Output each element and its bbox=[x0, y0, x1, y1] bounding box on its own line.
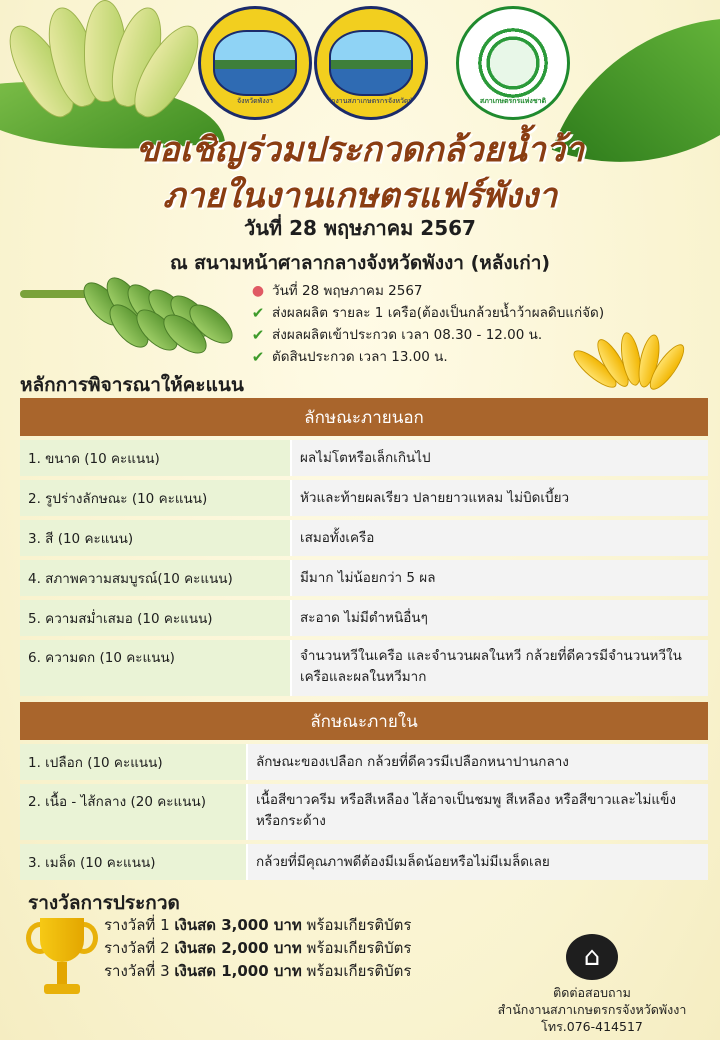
detail-cell: เนื้อสีขาวครีม หรือสีเหลือง ไส้อาจเป็นชมพู สีเหลือง หรือสีขาวและไม่แข็งหรือกระด้าง bbox=[248, 784, 708, 840]
award-extra: พร้อมเกียรติบัตร bbox=[306, 939, 412, 957]
info-item bbox=[250, 324, 604, 346]
detail-cell: ผลไม่โตหรือเล็กเกินไป bbox=[292, 440, 708, 476]
info-text: ส่งผลผลิต รายละ 1 เครือ(ต้องเป็นกล้วยน้ำว้าผลดิบแก่จัด) bbox=[272, 305, 605, 321]
phangnga-farmers-council-logo bbox=[314, 6, 428, 120]
internal-section-header: ลักษณะภายใน bbox=[20, 702, 708, 740]
table-row bbox=[20, 480, 708, 516]
trophy-icon bbox=[26, 918, 98, 1008]
award-prize: เงินสด 3,000 บาท bbox=[174, 916, 302, 934]
table-row bbox=[20, 440, 708, 476]
logo2-text: สำนักงานสภาเกษตรกรจังหวัดพังงา bbox=[318, 97, 424, 105]
criterion-cell: 5. ความสม่ำเสมอ (10 คะแนน) bbox=[20, 600, 292, 636]
table-row bbox=[20, 520, 708, 556]
title-line-2: ภายในงานเกษตรแฟร์พังงา bbox=[162, 176, 558, 216]
house-icon: ⌂ bbox=[566, 934, 618, 980]
award-item bbox=[104, 937, 411, 960]
detail-cell: มีมาก ไม่น้อยกว่า 5 ผล bbox=[292, 560, 708, 596]
table-row bbox=[20, 600, 708, 636]
info-text: ส่งผลผลิตเข้าประกวด เวลา 08.30 - 12.00 น. bbox=[272, 327, 543, 343]
criterion-cell: 3. เมล็ด (10 คะแนน) bbox=[20, 844, 248, 880]
green-banana-bunch-image bbox=[20, 272, 240, 352]
check-icon: ✔ bbox=[251, 304, 265, 322]
national-farmers-council-logo bbox=[456, 6, 570, 120]
table-row bbox=[20, 560, 708, 596]
award-item bbox=[104, 960, 411, 983]
award-extra: พร้อมเกียรติบัตร bbox=[306, 916, 412, 934]
award-extra: พร้อมเกียรติบัตร bbox=[306, 962, 412, 980]
location-pin-icon: ● bbox=[251, 283, 265, 299]
info-item bbox=[250, 346, 604, 368]
detail-cell: เสมอทั้งเครือ bbox=[292, 520, 708, 556]
table-row bbox=[20, 640, 708, 696]
award-rank: รางวัลที่ 3 bbox=[104, 962, 170, 980]
awards-heading: รางวัลการประกวด bbox=[28, 892, 180, 914]
award-rank: รางวัลที่ 1 bbox=[104, 916, 170, 934]
detail-cell: กล้วยที่มีคุณภาพดีต้องมีเมล็ดน้อยหรือไม่มีเมล็ดเลย bbox=[248, 844, 708, 880]
award-prize: เงินสด 1,000 บาท bbox=[174, 962, 302, 980]
table-row bbox=[20, 744, 708, 780]
table-row bbox=[20, 844, 708, 880]
awards-list bbox=[104, 914, 411, 983]
detail-cell: จำนวนหวีในเครือ และจำนวนผลในหวี กล้วยที่ดีควรมีจำนวนหวีในเครือและผลในหวีมาก bbox=[292, 640, 708, 696]
banana-bunch-image bbox=[10, 0, 200, 110]
yellow-banana-bunch-image bbox=[578, 332, 688, 392]
table-row bbox=[20, 784, 708, 840]
criterion-cell: 1. ขนาด (10 คะแนน) bbox=[20, 440, 292, 476]
contact-phone[interactable]: โทร.076-414517 bbox=[541, 1019, 643, 1034]
event-info-list bbox=[250, 280, 604, 368]
award-prize: เงินสด 2,000 บาท bbox=[174, 939, 302, 957]
contact-block bbox=[472, 934, 712, 1035]
contact-org: สำนักงานสภาเกษตรกรจังหวัดพังงา bbox=[497, 1002, 687, 1017]
criterion-cell: 6. ความดก (10 คะแนน) bbox=[20, 640, 292, 696]
detail-cell: ลักษณะของเปลือก กล้วยที่ดีควรมีเปลือกหนาปานกลาง bbox=[248, 744, 708, 780]
contact-label: ติดต่อสอบถาม bbox=[553, 985, 631, 1000]
phangnga-province-logo bbox=[198, 6, 312, 120]
criterion-cell: 2. รูปร่างลักษณะ (10 คะแนน) bbox=[20, 480, 292, 516]
criterion-cell: 2. เนื้อ - ไส้กลาง (20 คะแนน) bbox=[20, 784, 248, 840]
detail-cell: หัวและท้ายผลเรียว ปลายยาวแหลม ไม่บิดเบี้ยว bbox=[292, 480, 708, 516]
logo1-text: จังหวัดพังงา bbox=[237, 97, 273, 105]
info-item bbox=[250, 280, 604, 302]
title-line-1: ขอเชิญร่วมประกวดกล้วยน้ำว้า bbox=[136, 130, 584, 170]
criteria-heading: หลักการพิจารณาให้คะแนน bbox=[20, 374, 244, 396]
criterion-cell: 1. เปลือก (10 คะแนน) bbox=[20, 744, 248, 780]
info-text: ตัดสินประกวด เวลา 13.00 น. bbox=[272, 349, 448, 365]
info-item bbox=[250, 302, 604, 324]
criterion-cell: 3. สี (10 คะแนน) bbox=[20, 520, 292, 556]
criterion-cell: 4. สภาพความสมบูรณ์(10 คะแนน) bbox=[20, 560, 292, 596]
logo3-text: สภาเกษตรกรแห่งชาติ bbox=[479, 97, 547, 105]
external-section-header: ลักษณะภายนอก bbox=[20, 398, 708, 436]
check-icon: ✔ bbox=[251, 348, 265, 366]
event-venue: ณ สนามหน้าศาลากลางจังหวัดพังงา (หลังเก่า) bbox=[169, 252, 551, 274]
detail-cell: สะอาด ไม่มีตำหนิอื่นๆ bbox=[292, 600, 708, 636]
award-rank: รางวัลที่ 2 bbox=[104, 939, 170, 957]
check-icon: ✔ bbox=[251, 326, 265, 344]
event-date: วันที่ 28 พฤษภาคม 2567 bbox=[244, 216, 476, 240]
award-item bbox=[104, 914, 411, 937]
info-text: วันที่ 28 พฤษภาคม 2567 bbox=[272, 283, 423, 299]
